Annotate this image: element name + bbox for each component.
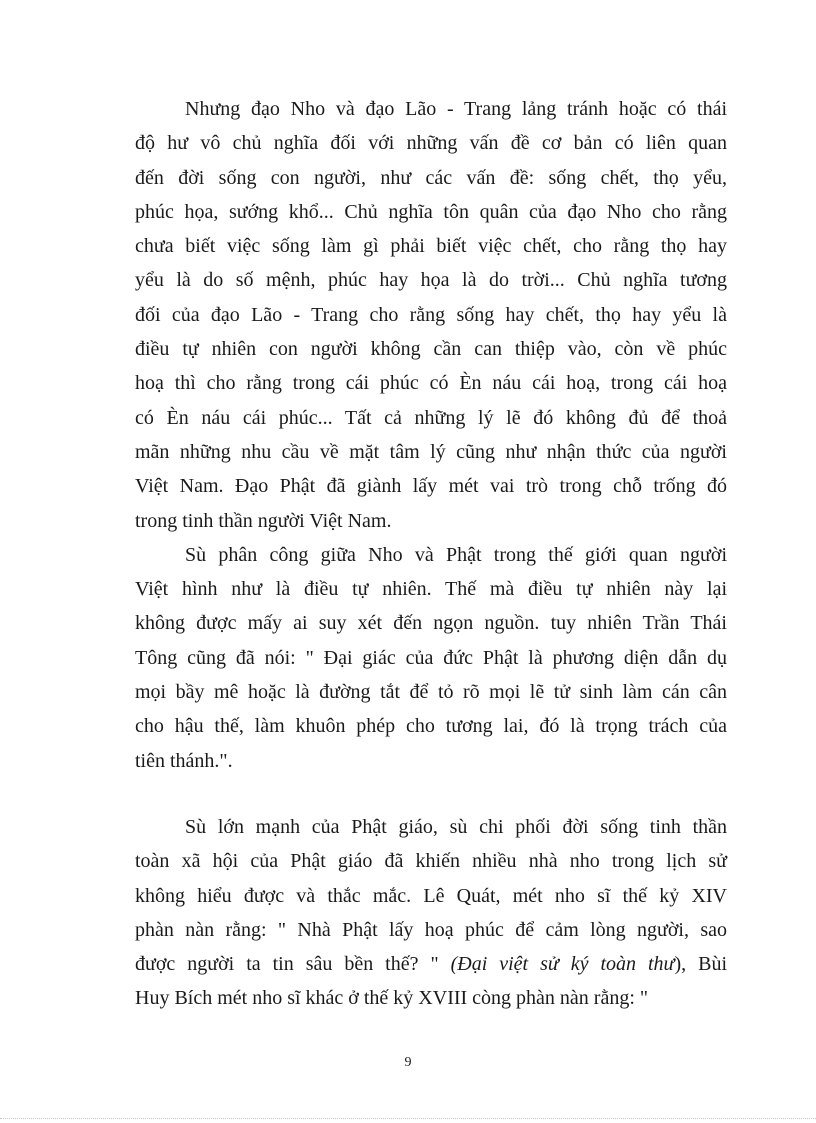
text-line: đến đời sống con người, như các vấn đề: sống chết, thọ yểu, xyxy=(135,166,727,189)
bottom-divider xyxy=(0,1118,816,1119)
text-line: toàn xã hội của Phật giáo đã khiến nhiều nhà nho trong lịch sử xyxy=(135,850,727,873)
text-line: hoạ thì cho rằng trong cái phúc có Èn náu cái hoạ, trong cái hoạ xyxy=(135,372,727,395)
text-line: phúc họa, sướng khổ... Chủ nghĩa tôn quân của đạo Nho cho rằng xyxy=(135,200,727,223)
text-run: ), Bùi xyxy=(674,953,727,976)
text-line: Sù phân công giữa Nho và Phật trong thế giới quan người xyxy=(185,543,727,566)
text-line: Việt hình như là điều tự nhiên. Thế mà điều tự nhiên này lại xyxy=(135,578,727,601)
text-line: không được mấy ai suy xét đến ngọn nguồn. tuy nhiên Trần Thái xyxy=(135,612,727,635)
text-line: đối của đạo Lão - Trang cho rằng sống hay chết, thọ hay yểu là xyxy=(135,303,727,326)
text-line: Sù lớn mạnh của Phật giáo, sù chi phối đời sống tinh thần xyxy=(185,815,727,838)
text-run: được người ta tin sâu bền thế? " xyxy=(135,953,451,976)
text-line: Tông cũng đã nói: " Đại giác của đức Phật là phương diện dẫn dụ xyxy=(135,646,727,669)
text-line: trong tinh thần người Việt Nam. xyxy=(135,509,392,532)
paragraph-3 xyxy=(135,810,727,1016)
text-line: mọi bầy mê hoặc là đường tắt để tỏ rõ mọi lẽ tử sinh làm cán cân xyxy=(135,681,727,704)
paragraph-2 xyxy=(135,538,727,778)
page-number: 9 xyxy=(404,1055,412,1070)
text-line: Nhưng đạo Nho và đạo Lão - Trang lảng tránh hoặc có thái xyxy=(185,98,727,120)
text-line: cho hậu thế, làm khuôn phép cho tương lai, đó là trọng trách của xyxy=(135,715,727,738)
text-line: có Èn náu cái phúc... Tất cả những lý lẽ đó không đủ để thoả xyxy=(135,406,727,429)
text-line: Việt Nam. Đạo Phật đã giành lấy mét vai trò trong chỗ trống đó xyxy=(135,475,727,498)
text-line: không hiểu được và thắc mắc. Lê Quát, mét nho sĩ thế kỷ XIV xyxy=(135,884,727,907)
text-line: độ hư vô chủ nghĩa đối với những vấn đề cơ bản có liên quan xyxy=(135,132,727,155)
document-page xyxy=(135,92,727,1016)
book-title-citation: (Đại việt sử ký toàn thư xyxy=(450,953,675,976)
paragraph-1 xyxy=(135,92,727,538)
text-line: yểu là do số mệnh, phúc hay họa là do trời... Chủ nghĩa tương xyxy=(135,269,727,292)
text-line: Huy Bích mét nho sĩ khác ở thế kỷ XVIII còng phàn nàn rằng: " xyxy=(135,987,649,1010)
text-line xyxy=(135,947,727,981)
text-line: điều tự nhiên con người không cần can thiệp vào, còn về phúc xyxy=(135,338,727,361)
text-line: tiên thánh.". xyxy=(135,749,233,772)
text-line: phàn nàn rằng: " Nhà Phật lấy hoạ phúc để cảm lòng người, sao xyxy=(135,918,727,941)
text-line: mãn những nhu cầu về mặt tâm lý cũng như nhận thức của người xyxy=(135,440,727,463)
text-line: chưa biết việc sống làm gì phải biết việc chết, cho rằng thọ hay xyxy=(135,235,727,258)
